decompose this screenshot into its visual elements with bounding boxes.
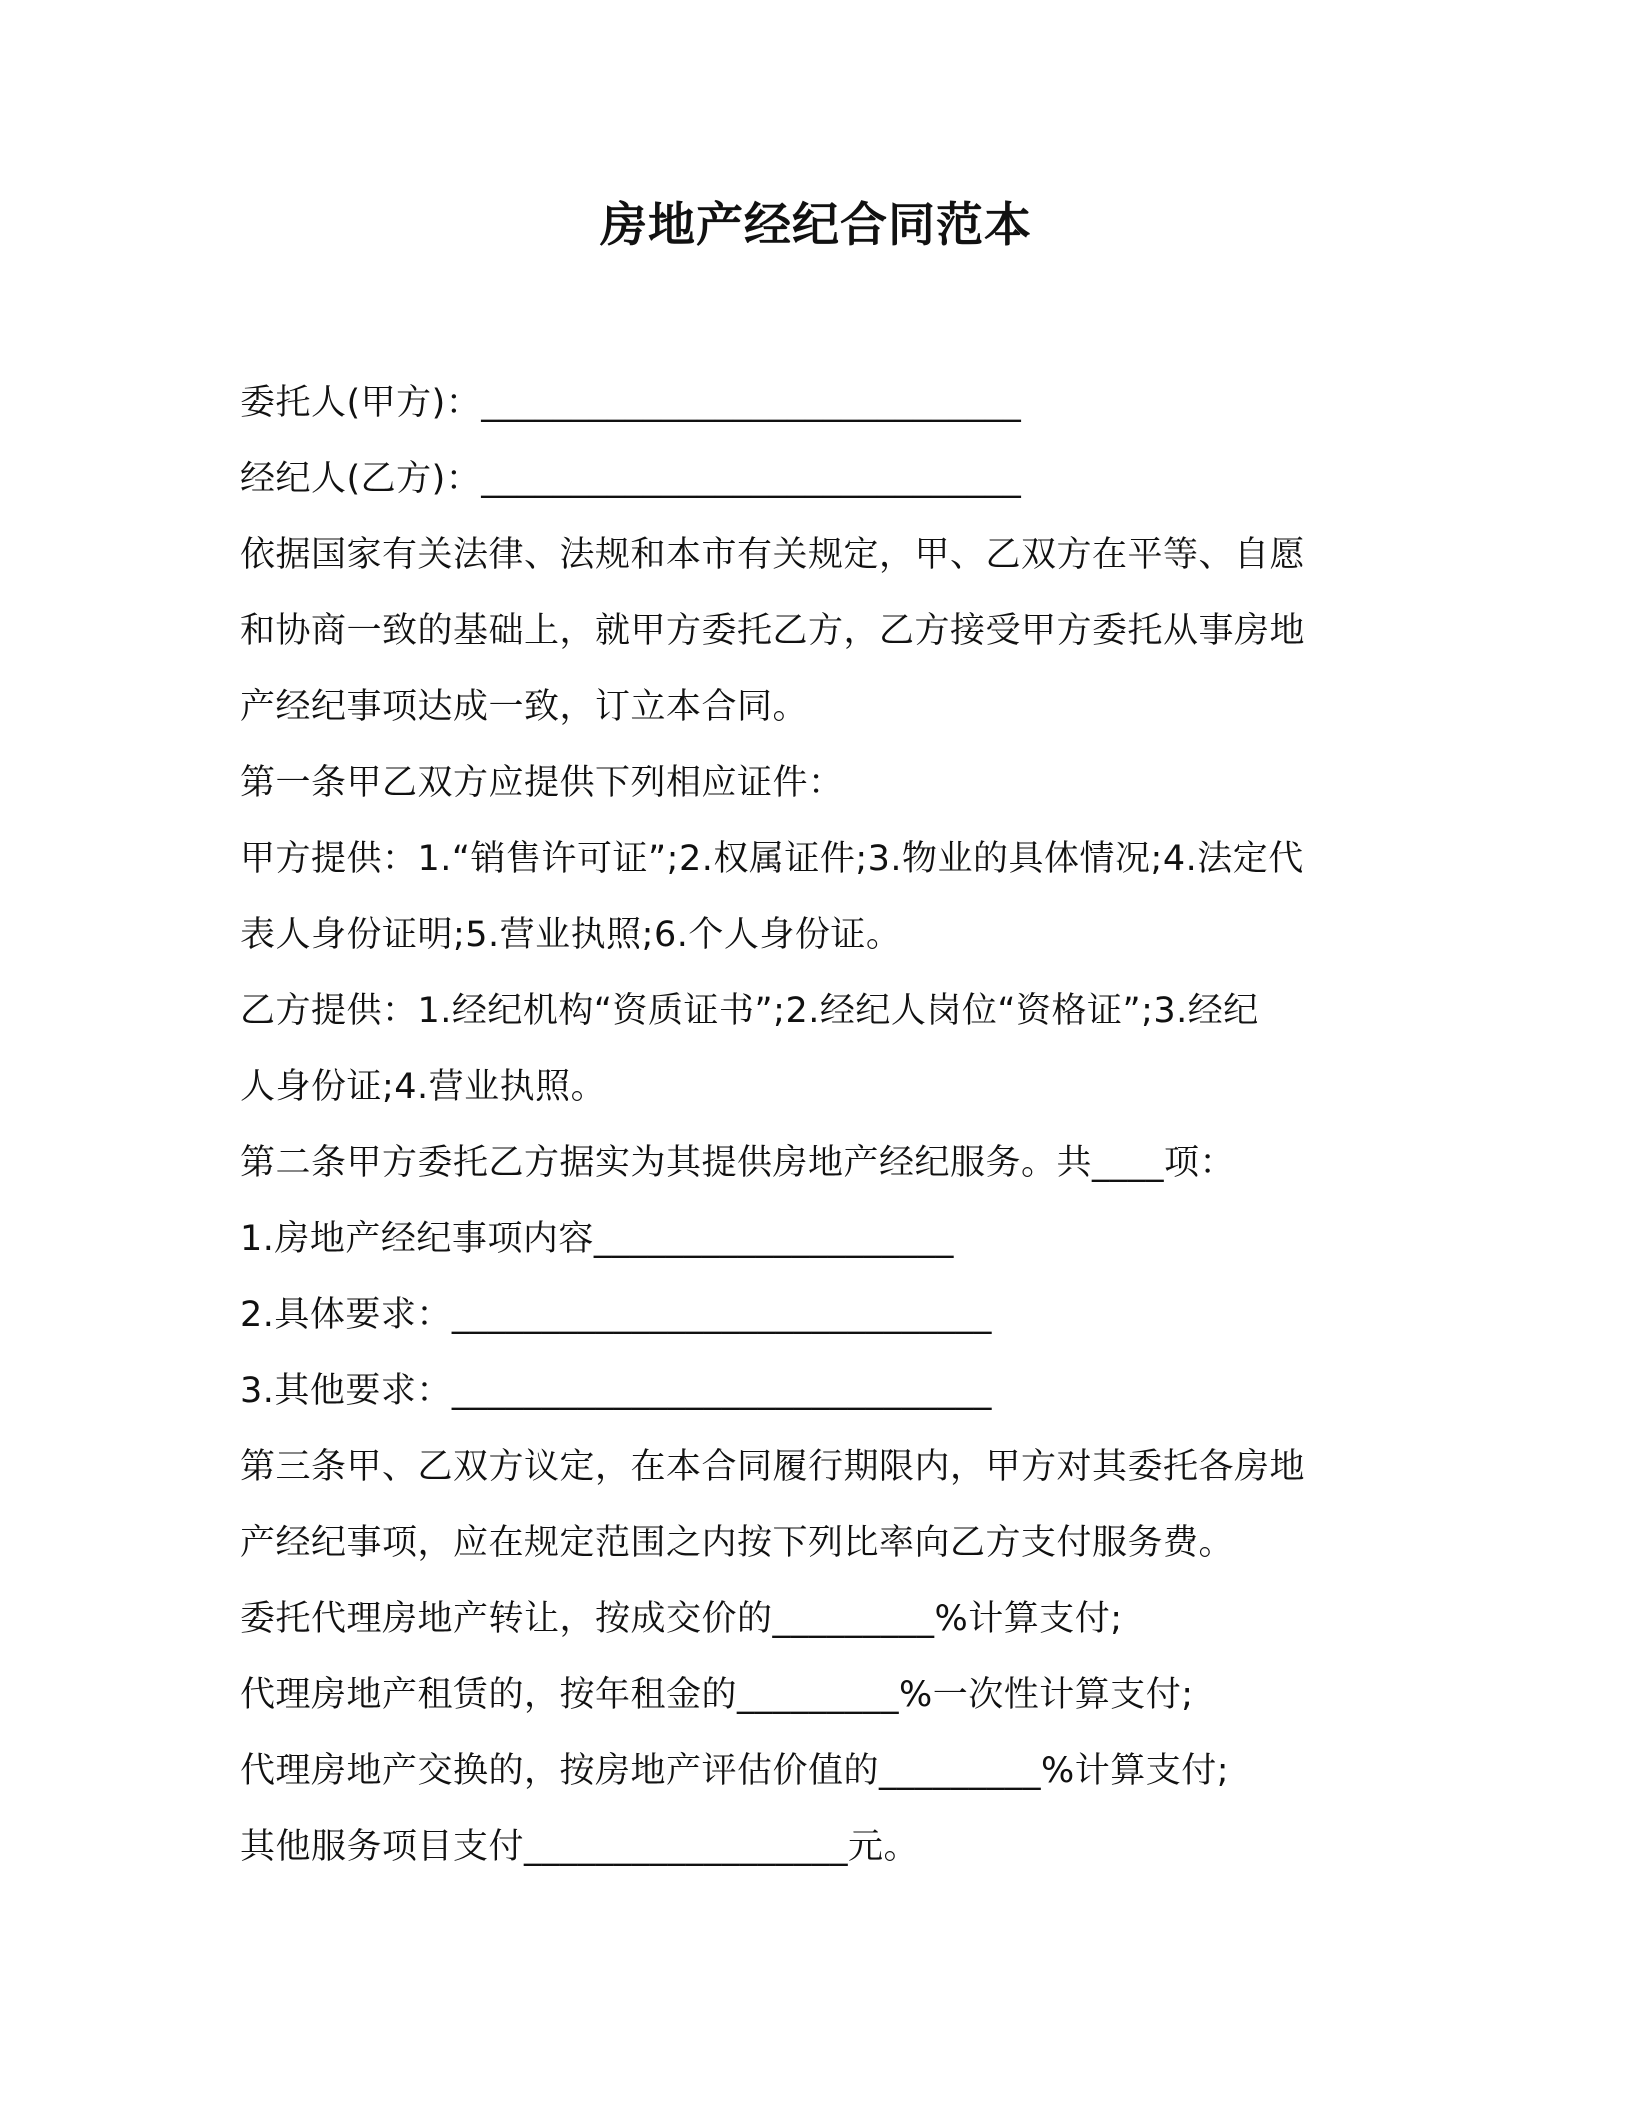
preamble-line: 依据国家有关法律、法规和本市有关规定，甲、乙双方在平等、自愿 — [240, 535, 1306, 575]
party-a-line: 委托人(甲方)：______________________________ — [240, 383, 1022, 423]
fee-exchange-line: 代理房地产交换的，按房地产评估价值的_________%计算支付; — [240, 1751, 1230, 1791]
fee-transfer-line: 委托代理房地产转让，按成交价的_________%计算支付; — [240, 1599, 1123, 1639]
article-1-party-b-docs: 乙方提供：1.经纪机构“资质证书”;2.经纪人岗位“资格证”;3.经纪 — [240, 991, 1259, 1031]
fee-lease-line: 代理房地产租赁的，按年租金的_________%一次性计算支付; — [240, 1675, 1194, 1715]
article-2-item-1: 1.房地产经纪事项内容____________________ — [240, 1219, 954, 1259]
article-2-item-3: 3.其他要求：______________________________ — [240, 1371, 992, 1411]
preamble-line: 和协商一致的基础上，就甲方委托乙方，乙方接受甲方委托从事房地 — [240, 611, 1306, 651]
document-body — [240, 365, 1390, 1885]
preamble-line: 产经纪事项达成一致，订立本合同。 — [240, 687, 809, 727]
article-2-heading: 第二条甲方委托乙方据实为其提供房地产经纪服务。共____项： — [240, 1143, 1236, 1183]
article-3-heading: 产经纪事项，应在规定范围之内按下列比率向乙方支付服务费。 — [240, 1523, 1235, 1563]
article-3-heading: 第三条甲、乙双方议定，在本合同履行期限内，甲方对其委托各房地 — [240, 1447, 1306, 1487]
article-1-party-a-docs: 甲方提供：1.“销售许可证”;2.权属证件;3.物业的具体情况;4.法定代 — [240, 839, 1304, 879]
document-title: 房地产经纪合同范本 — [600, 198, 1032, 253]
article-1-heading: 第一条甲乙双方应提供下列相应证件： — [240, 763, 844, 803]
article-2-item-2: 2.具体要求：______________________________ — [240, 1295, 992, 1335]
fee-other-line: 其他服务项目支付__________________元。 — [240, 1827, 920, 1867]
party-b-line: 经纪人(乙方)：______________________________ — [240, 459, 1022, 499]
article-1-party-b-docs: 人身份证;4.营业执照。 — [240, 1067, 607, 1107]
article-1-party-a-docs: 表人身份证明;5.营业执照;6.个人身份证。 — [240, 915, 902, 955]
